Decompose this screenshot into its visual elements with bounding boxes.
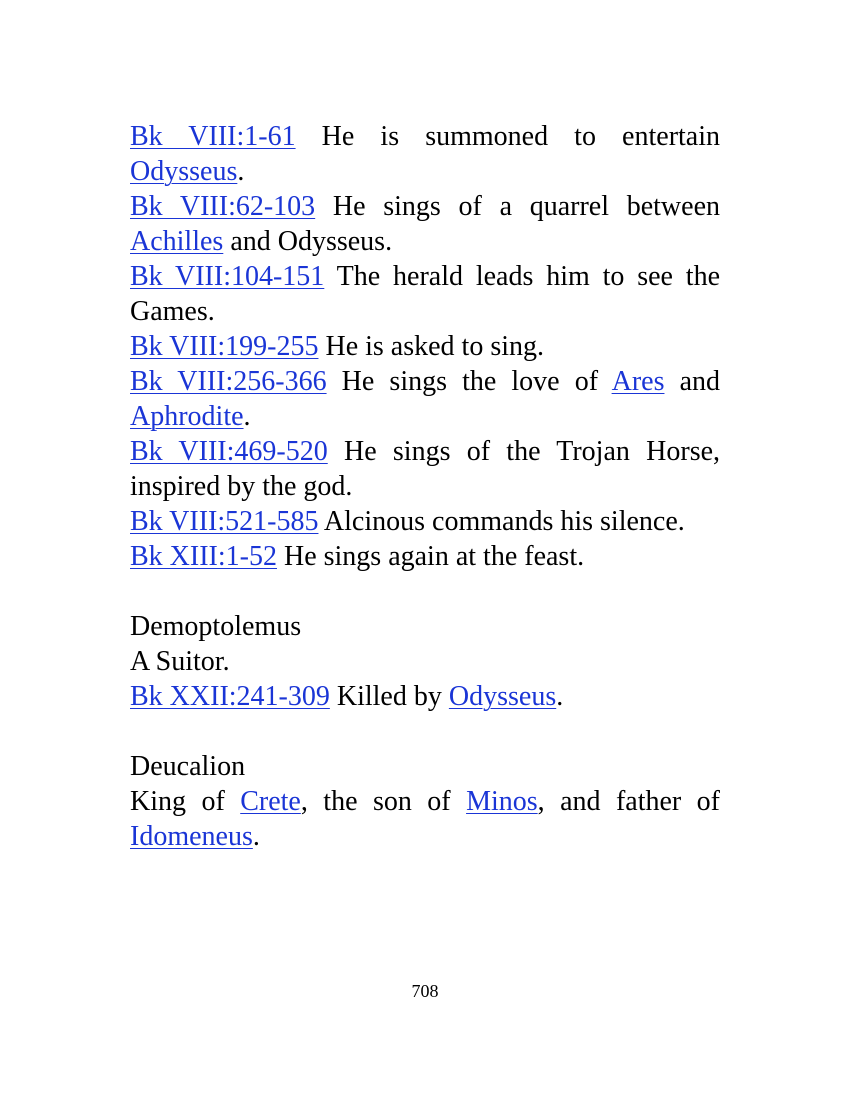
name-link-minos[interactable]: Minos <box>466 786 538 817</box>
entry-silence <box>130 504 720 539</box>
entry-heading-deucalion: Deucalion <box>130 751 246 782</box>
page-number: 708 <box>411 981 439 1001</box>
entry-text: He is asked to sing. <box>318 331 544 362</box>
ref-link[interactable]: Bk VIII:104-151 <box>130 261 325 292</box>
page-content <box>130 119 720 854</box>
entry-quarrel <box>130 189 720 259</box>
entry-killed <box>130 679 720 714</box>
entry-description: A Suitor. <box>130 646 230 677</box>
entry-text: He sings the love of <box>326 366 612 397</box>
entry-text: He sings again at the feast. <box>276 541 585 572</box>
ref-link[interactable]: Bk VIII:469-520 <box>130 436 328 467</box>
entry-text: Killed by <box>329 681 449 712</box>
paragraph-gap <box>130 574 720 609</box>
name-link-ares[interactable]: Ares <box>611 366 665 397</box>
paragraph-gap <box>130 714 720 749</box>
entry-text: He sings of the Trojan Horse, inspired by the god. <box>130 436 721 502</box>
entry-ares-aphrodite <box>130 364 720 434</box>
ref-link[interactable]: Bk VIII:199-255 <box>130 331 319 362</box>
entry-text: , the son of <box>300 786 467 817</box>
entry-games <box>130 259 720 329</box>
name-link-odysseus[interactable]: Odysseus <box>448 681 557 712</box>
entry-feast <box>130 539 720 574</box>
entry-text: . <box>243 401 251 432</box>
entry-trojan-horse <box>130 434 720 504</box>
name-link-odysseus[interactable]: Odysseus <box>130 156 238 187</box>
name-link-achilles[interactable]: Achilles <box>130 226 224 257</box>
entry-summoned <box>130 119 720 189</box>
name-link-aphrodite[interactable]: Aphrodite <box>130 401 244 432</box>
entry-text: . <box>237 156 245 187</box>
entry-text: He sings of a quarrel between <box>315 191 720 222</box>
entry-text: The herald leads him to see the Games. <box>130 261 721 327</box>
ref-link[interactable]: Bk VIII:521-585 <box>130 506 319 537</box>
ref-link[interactable]: Bk XIII:1-52 <box>130 541 277 572</box>
name-link-crete[interactable]: Crete <box>240 786 301 817</box>
entry-text: He is summoned to entertain <box>295 121 721 152</box>
entry-asked-to-sing <box>130 329 720 364</box>
entry-description <box>130 784 720 854</box>
ref-link[interactable]: Bk VIII:62-103 <box>130 191 316 222</box>
entry-text: , and father of <box>537 786 720 817</box>
entry-heading-demoptolemus: Demoptolemus <box>130 611 302 642</box>
entry-text: and Odysseus. <box>223 226 393 257</box>
entry-text: . <box>252 821 260 852</box>
entry-text: and <box>664 366 720 397</box>
ref-link[interactable]: Bk VIII:256-366 <box>130 366 327 397</box>
ref-link[interactable]: Bk VIII:1-61 <box>130 121 296 152</box>
entry-text: Alcinous commands his silence. <box>318 506 685 537</box>
entry-text: King of <box>130 786 241 817</box>
entry-text: . <box>556 681 564 712</box>
ref-link[interactable]: Bk XXII:241-309 <box>130 681 330 712</box>
name-link-idomeneus[interactable]: Idomeneus <box>130 821 253 852</box>
